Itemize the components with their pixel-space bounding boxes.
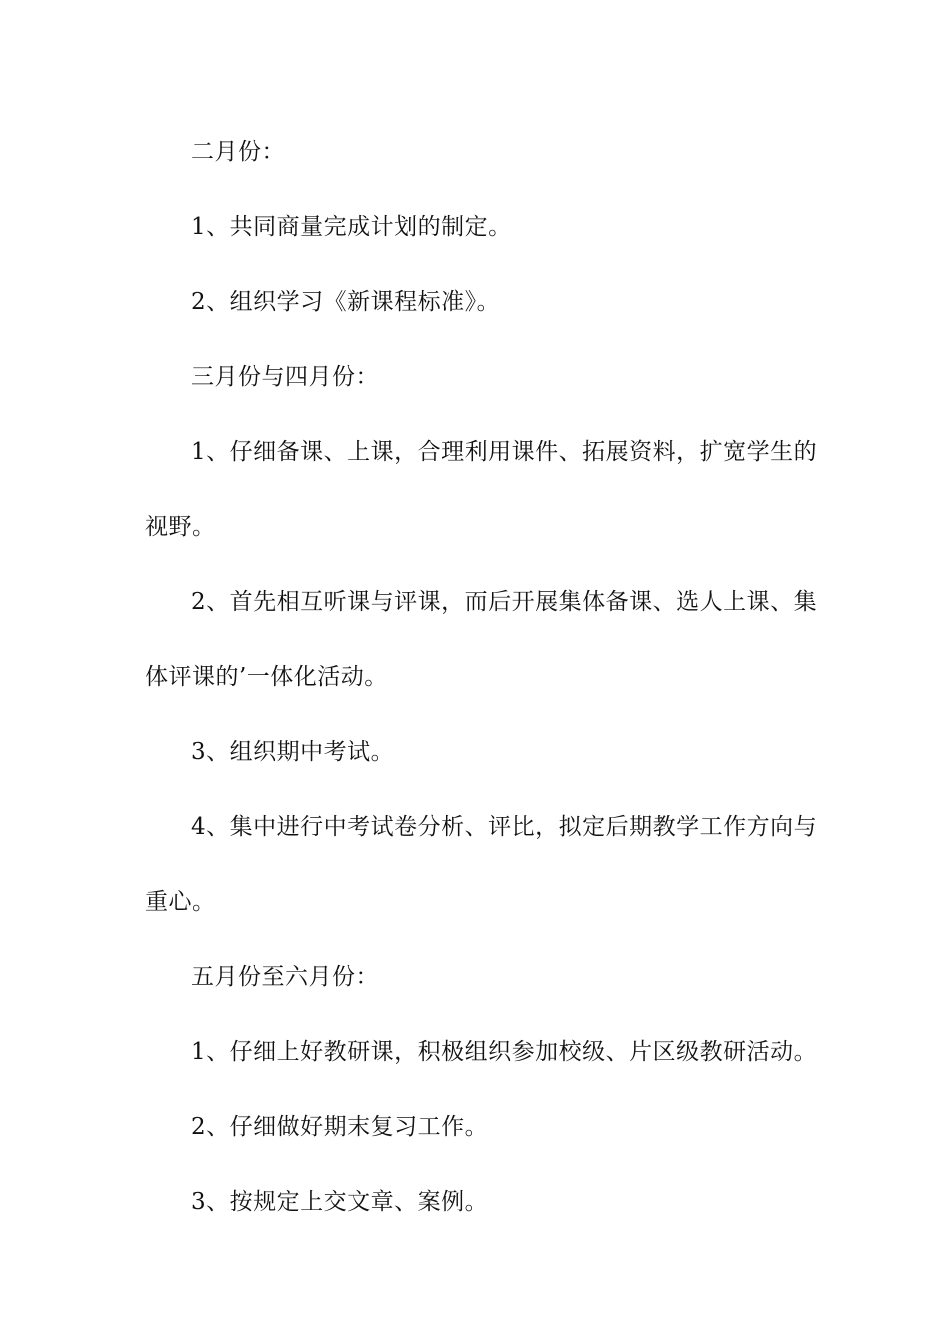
- list-item: 1、仔细上好教研课，积极组织参加校级、片区级教研活动。: [191, 1039, 818, 1065]
- list-item: 2、组织学习《新课程标准》。: [191, 289, 501, 315]
- document-body: [145, 115, 825, 1240]
- section-heading-may-june: 五月份至六月份：: [191, 964, 379, 990]
- list-item: 1、共同商量完成计划的制定。: [191, 214, 512, 240]
- list-item: 4、集中进行中考试卷分析、评比，拟定后期教学工作方向与重心。: [145, 814, 818, 915]
- section-heading-march-april: 三月份与四月份：: [191, 364, 379, 390]
- list-item: 2、首先相互听课与评课，而后开展集体备课、选人上课、集体评课的’一体化活动。: [145, 589, 818, 690]
- list-item: 1、仔细备课、上课，合理利用课件、拓展资料，扩宽学生的视野。: [145, 439, 818, 540]
- section-heading-february: 二月份：: [191, 139, 285, 165]
- list-item: 3、按规定上交文章、案例。: [191, 1189, 489, 1215]
- list-item: 2、仔细做好期末复习工作。: [191, 1114, 489, 1140]
- list-item: 3、组织期中考试。: [191, 739, 395, 765]
